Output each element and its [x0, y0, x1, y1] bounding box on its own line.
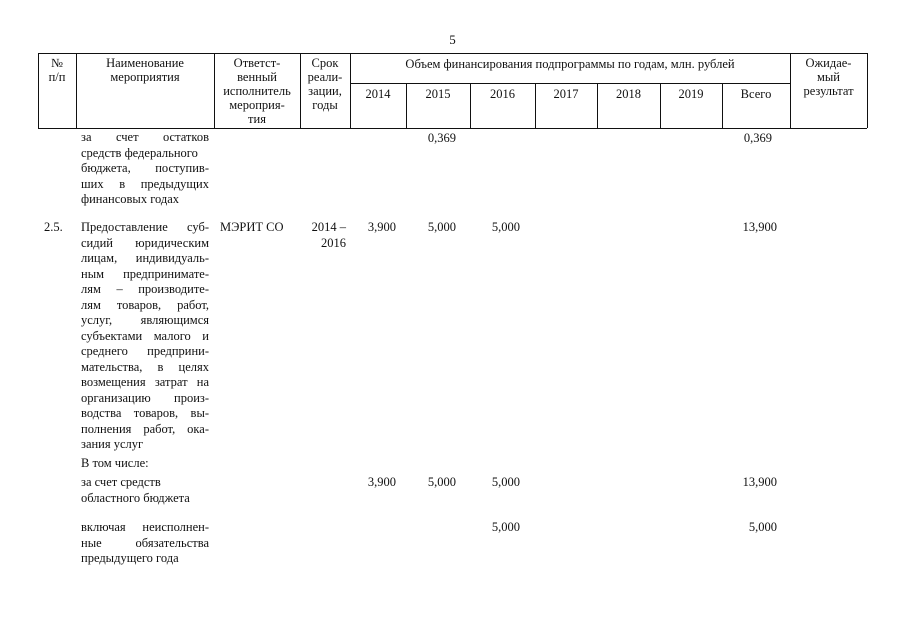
page-number: 5 [449, 32, 456, 47]
row-2-5-2014: 3,900 [367, 220, 396, 234]
row-regional-name: за счет средств областного бюджета [81, 475, 190, 505]
header-result: Ожидае- мый результат [803, 56, 854, 98]
header-year-2015: 2015 [425, 87, 451, 101]
header-year-2017: 2017 [553, 87, 579, 101]
row-2-5-term: 2014 – 2016 [311, 220, 346, 250]
header-executor: Ответст- венный исполнитель мероприя- тия [223, 56, 291, 126]
header-year-2014: 2014 [365, 87, 391, 101]
row-2-5-total: 13,900 [742, 220, 777, 234]
header-funding-title: Объем финансирования подпрограммы по годам, млн. рублей [405, 57, 735, 71]
row-2-5-2015: 5,000 [427, 220, 456, 234]
funding-subheader-border [350, 83, 790, 84]
row-federal-remains-name: за счет остатков средств федерального бюджета, поступив- ших в предыдущих финансовых годах [81, 130, 209, 206]
row-regional-2016: 5,000 [491, 475, 520, 489]
row-2-5-2016: 5,000 [491, 220, 520, 234]
row-unfulfilled-2016: 5,000 [491, 520, 520, 534]
header-number: № п/п [48, 56, 66, 84]
header-name: Наименование мероприятия [106, 56, 184, 84]
including-label: В том числе: [81, 456, 149, 470]
row-federal-remains-2015: 0,369 [427, 131, 456, 145]
row-regional-2014: 3,900 [367, 475, 396, 489]
row-2-5-name: Предоставление суб- сидий юридическим лицам, индивидуаль- ным предпринимате- лям – производите- лям товаров, работ, услуг, являющимся субъектами малого и среднего предприни- мательства, в целях возмещения затрат на организацию произ- водства товаров, вы- полнения работ, ока- зания услуг [81, 220, 209, 451]
table-top-border [38, 53, 867, 54]
col-border-right [867, 53, 868, 128]
row-regional-2015: 5,000 [427, 475, 456, 489]
row-2-5-executor: МЭРИТ СО [220, 220, 284, 234]
header-year-2019: 2019 [678, 87, 704, 101]
header-bottom-border [38, 128, 867, 129]
row-unfulfilled-total: 5,000 [748, 520, 777, 534]
row-federal-remains-total: 0,369 [743, 131, 772, 145]
row-2-5-number: 2.5. [44, 220, 63, 234]
header-total: Всего [740, 87, 772, 101]
header-term: Срок реали- зации, годы [307, 56, 343, 112]
row-regional-total: 13,900 [742, 475, 777, 489]
header-year-2016: 2016 [490, 87, 515, 101]
row-unfulfilled-name: включая неисполнен- ные обязательства предыдущего года [81, 520, 209, 565]
header-year-2018: 2018 [616, 87, 641, 101]
